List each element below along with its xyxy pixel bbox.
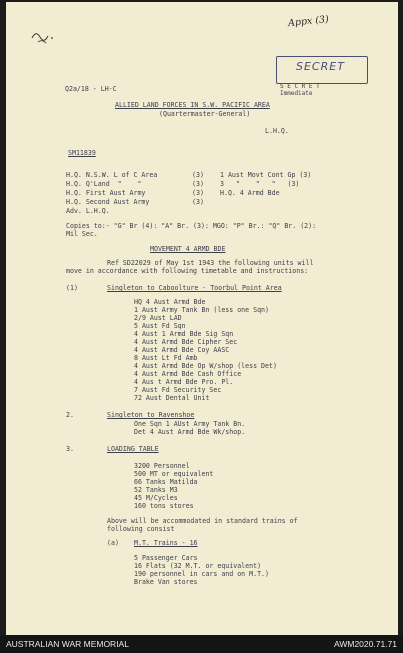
- list-item: HQ 4 Aust Armd Bde: [134, 298, 206, 306]
- section-title: LOADING TABLE: [107, 445, 159, 453]
- list-item: 4 Aust 1 Armd Bde Sig Sqn: [134, 330, 234, 338]
- list-item: 4 Aust Armd Bde Cash Office: [134, 370, 242, 378]
- reference-number: Q2a/18 - LH-C: [65, 85, 117, 93]
- list-item: 66 Tanks Matilda: [134, 478, 198, 486]
- addressee-count: (3): [192, 171, 204, 179]
- intro-line: move in accordance with following timetable and instructions:: [66, 267, 309, 275]
- section-number: (1): [66, 284, 78, 292]
- list-item: 500 MT or equivalent: [134, 470, 214, 478]
- list-item: 160 tons stores: [134, 502, 194, 510]
- addressee-left: H.Q. First Aust Army: [66, 189, 146, 197]
- addressee-right: H.Q. 4 Armd Bde: [220, 189, 280, 197]
- section-number: 3.: [66, 445, 74, 453]
- list-item: 4 Aust Armd Bde Op W/shop (less Det): [134, 362, 277, 370]
- list-item: 2/9 Aust LAD: [134, 314, 182, 322]
- addressee-count: (3): [192, 198, 204, 206]
- copies-line: Copies to:- "G" Br (4): "A" Br. (3): MGO: "P" Br.: "Q" Br. (2):: [66, 222, 317, 230]
- accession-number: AWM2020.71.71: [334, 639, 397, 649]
- archive-name: AUSTRALIAN WAR MEMORIAL: [6, 639, 129, 649]
- memo-number: SM11839: [68, 149, 96, 157]
- intro-line: Ref SD22029 of May 1st 1943 the following units will: [107, 259, 314, 267]
- addressee-count: (3): [192, 189, 204, 197]
- list-item: 3200 Personnel: [134, 462, 190, 470]
- addressee-left: H.Q. Second Aust Army: [66, 198, 150, 206]
- copies-line: Mil Sec.: [66, 230, 98, 238]
- subject-heading: MOVEMENT 4 ARMD BDE: [150, 245, 226, 253]
- section-title: Singleton to Ravenshoe: [107, 411, 195, 419]
- list-item: 1 Aust Army Tank Bn (less one Sqn): [134, 306, 269, 314]
- archive-footer: [0, 635, 403, 653]
- subsection-title: M.T. Trains - 16: [134, 539, 198, 547]
- addressee-right: 1 Aust Movt Cont Gp (3): [220, 171, 312, 179]
- stamp-line-2: Immediate: [280, 90, 313, 97]
- handwritten-mark: [30, 28, 56, 46]
- handwritten-note: Appx (3): [287, 13, 330, 30]
- list-item: 4 Aust Armd Bde Coy AASC: [134, 346, 230, 354]
- secret-stamp-text: SECRET: [296, 60, 345, 73]
- list-item: 16 Flats (32 M.T. or equivalent): [134, 562, 262, 570]
- section-number: 2.: [66, 411, 74, 419]
- list-item: 7 Aust Fd Security Sec: [134, 386, 222, 394]
- stamp-line-1: S E C R E T: [280, 83, 320, 90]
- list-item: 5 Passenger Cars: [134, 554, 198, 562]
- hq-label: L.H.Q.: [265, 127, 289, 135]
- list-item: 8 Aust Lt Fd Amb: [134, 354, 198, 362]
- addressee-left: Adv. L.H.Q.: [66, 207, 110, 215]
- addressee-count: (3): [192, 180, 204, 188]
- list-item: 4 Aus t Armd Bde Pro. Pl.: [134, 378, 234, 386]
- list-item: Brake Van stores: [134, 578, 198, 586]
- subsection-number: (a): [107, 539, 119, 547]
- document-page: [6, 2, 398, 635]
- addressee-left: H.Q. N.S.W. L of C Area: [66, 171, 158, 179]
- section-title: Singleton to Caboolture - Toorbul Point Area: [107, 284, 282, 292]
- addressee-left: H.Q. Q'Land " ": [66, 180, 142, 188]
- list-item: 190 personnel in cars and on M.T.): [134, 570, 269, 578]
- list-item: 45 M/Cycles: [134, 494, 178, 502]
- list-item: 72 Aust Dental Unit: [134, 394, 210, 402]
- list-item: 5 Aust Fd Sqn: [134, 322, 186, 330]
- paragraph-line: Above will be accommodated in standard trains of: [107, 517, 298, 525]
- document-subtitle: (Quartermaster-General): [159, 110, 251, 118]
- addressee-right: 3 " " " (3): [220, 180, 300, 188]
- paragraph-line: following consist: [107, 525, 175, 533]
- list-item: One Sqn 1 AUst Army Tank Bn.: [134, 420, 246, 428]
- list-item: 4 Aust Armd Bde Cipher Sec: [134, 338, 238, 346]
- list-item: 52 Tanks M3: [134, 486, 178, 494]
- document-title: ALLIED LAND FORCES IN S.W. PACIFIC AREA: [115, 101, 270, 109]
- list-item: Det 4 Aust Armd Bde Wk/shop.: [134, 428, 246, 436]
